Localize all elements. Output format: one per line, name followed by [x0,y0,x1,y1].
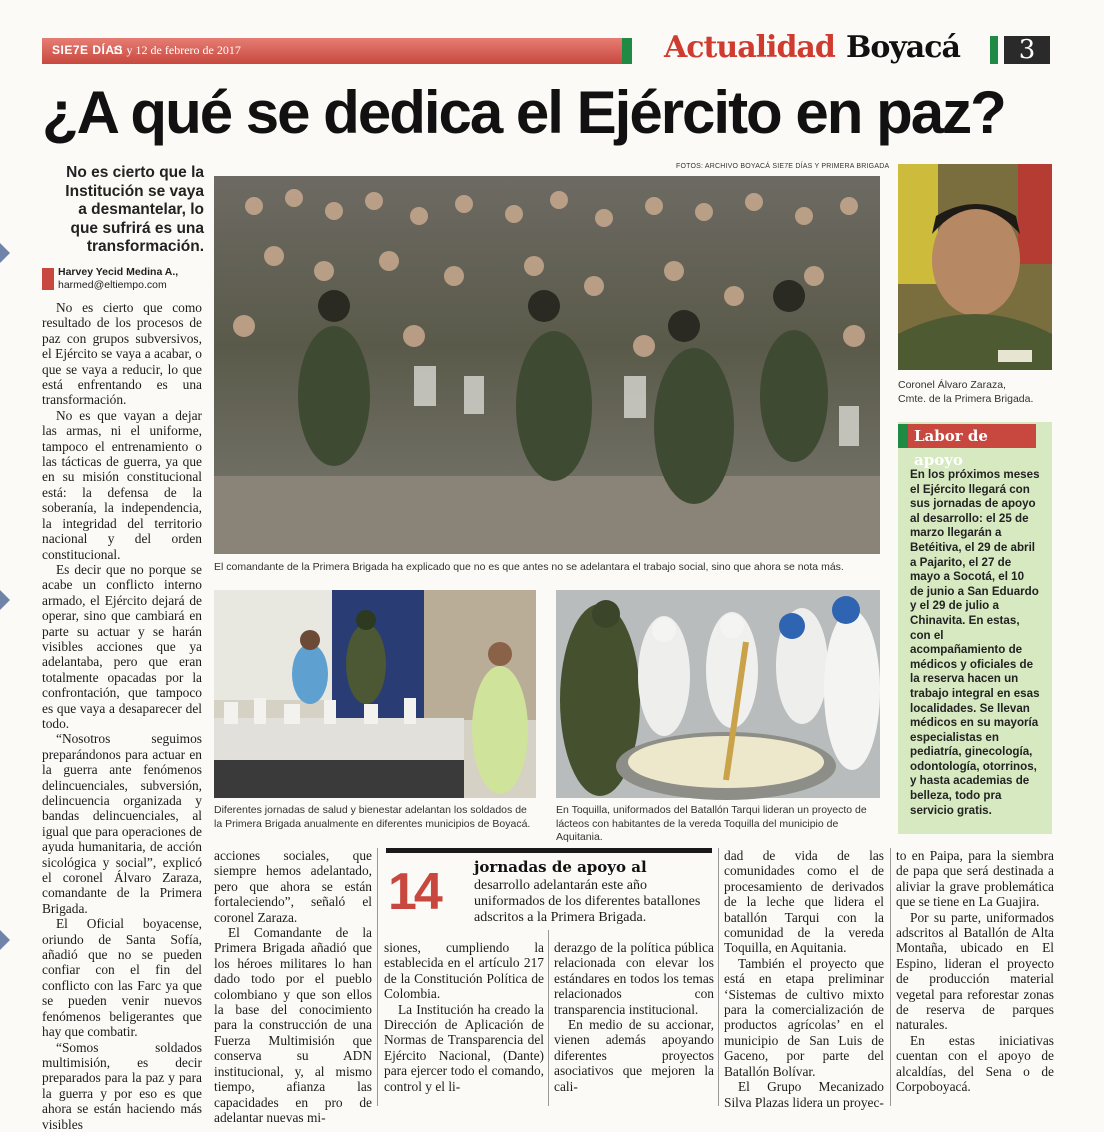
body-column-4 [554,940,714,1106]
paragraph: to en Paipa, para la siembra de papa que será destinada a aliviar la grave problemática que se tiene en La Guajira. [896,848,1054,910]
dairy-project-photo [556,590,880,798]
body-column-5 [724,848,884,1110]
margin-arrow-icon [0,590,10,610]
page-number: 3 [1004,36,1050,64]
main-photo-caption: El comandante de la Primera Brigada ha explicado que no es que antes no se adelantara el trabajo social, sino que ahora se nota más. [214,561,844,573]
health-photo-caption: Diferentes jornadas de salud y bienestar adelantan los soldados de la Primera Brigada anualmente en diferentes municipios de Boyacá. [214,804,531,830]
sidebar-green-tab [898,424,908,448]
paragraph: El Grupo Mecanizado Silva Plazas lidera un proyec- [724,1079,884,1110]
margin-arrow-icon [0,243,10,263]
main-photo-crowd-soldiers [214,176,880,554]
author-marker [42,268,54,290]
stat-text: desarrollo adelantarán este año uniformados de los diferentes batallones adscritos a la Primera Brigada. [474,878,701,925]
column-divider [548,930,549,1106]
page-number-green-tab [990,36,998,64]
paragraph: No es cierto que como resultado de los procesos de paz con grupos subversivos, el Ejército se vaya a acabar, o que se vaya a reducir, lo que está enfrentando es una transformación. [42,300,202,408]
health-photo [214,590,536,798]
body-column-1 [42,300,202,1132]
dairy-photo-caption: En Toquilla, uniformados del Batallón Tarqui lideran un proyecto de lácteos con habitantes de la vereda Toquilla del municipio de Aquitania. [556,804,867,843]
headline: ¿A qué se dedica el Ejército en paz? [42,79,1005,146]
body-column-6 [896,848,1054,1106]
paragraph: Por su parte, uniformados adscritos al Batallón de Alta Montaña, ubicado en El Espino, lideran el proyecto de producción material vegetal para reforestar zonas de reserva de parques naturales. [896,909,1054,1033]
paragraph: siones, cumpliendo la establecida en el artículo 217 de la Constitución Política de Colombia. [384,940,544,1002]
paragraph: En medio de su accionar, vienen además apoyando diferentes proyectos asociativos que mejoren la cali- [554,1017,714,1094]
brand-name: SIE7E DÍAS [52,43,124,57]
stat-number: 14 [388,863,440,921]
section-title-boyaca: Boyacá [846,30,960,65]
portrait-caption-role: Cmte. de la Primera Brigada. [898,393,1034,405]
portrait-caption-name: Coronel Álvaro Zaraza, [898,379,1006,391]
sidebar-body: En los próximos meses el Ejército llegará con sus jornadas de apoyo al desarrollo: el 25 de marzo llegarán a Betéitiva, el 29 de abril a Pajarito, el 27 de mayo a Socotá, el 10 de junio a San Eduardo y el 29 de julio a Chinavita. En estas, con el acompañamiento de médicos y oficiales de la reserva hacen un trabajo integral en esas localidades. Se llevan médicos en su mayoría especialistas en pediatría, ginecología, odontología, otorrinos, y hasta academias de belleza, todo pra servicio gratis. [910,468,1040,817]
paragraph: En estas iniciativas cuentan con el apoyo de alcaldías, del Sena o de Corpoboyacá. [896,1032,1054,1095]
paragraph: No es que vayan a dejar las armas, ni el uniforme, tampoco el entrenamiento o las tácticas de guerra, ya que en su misión constitucional está: la defensa de la soberanía, la independencia, la integridad del territorio nacional y del orden constitucional. [42,407,202,562]
stat-rule [386,848,712,853]
photo-credit: FOTOS: ARCHIVO BOYACÁ SIE7E DÍAS Y PRIMERA BRIGADA [676,163,890,170]
body-column-3 [384,940,544,1106]
column-divider [890,848,891,1106]
paragraph: acciones sociales, que siempre hemos adelantado, pero que ahora se están fortaleciendo”, señaló el coronel Zaraza. [214,848,372,925]
author-name: Harvey Yecid Medina A., [58,266,179,278]
stat-label: jornadas de apoyo al [474,858,647,876]
paragraph: La Institución ha creado la Dirección de Aplicación de Normas de Transparencia del Ejército Nacional, (Dante) para ejercer todo el comando, control y el li- [384,1001,544,1094]
body-column-2 [214,848,372,1125]
paragraph: “Nosotros seguimos preparándonos para actuar en la guerra ante fenómenos delincuenciales, subversión, delincuencia organizada y bandas delincuenciales, al igual que para operaciones de ayuda humanitaria, de acción sicológica y social”, explicó el coronel Álvaro Zaraza, comandante de la Primera Brigada. [42,731,202,916]
paragraph: También el proyecto que está en etapa preliminar ‘Sistemas de cultivo mixto para la comercialización de productos agrícolas’ en el municipio de San Luis de Gaceno, por parte del Batallón Bolívar. [724,955,884,1079]
column-divider [377,848,378,1106]
paragraph: Es decir que no porque se acabe un conflicto interno armado, el Ejército dejará de operar, sino que cambiará en parte su actuar y se harán visibles acciones que ya adelantaba, pero que eran totalmente opacadas por la confrontación, que tampoco es que vaya a desaparecer del todo. [42,561,202,731]
column-divider [718,848,719,1106]
paragraph: “Somos soldados multimisión, es decir preparados para la paz y para la guerra y por eso es que ahora se están haciendo más visibles [42,1039,202,1132]
edition-date: 11 y 12 de febrero de 2017 [112,43,241,57]
header-green-tab [622,38,632,64]
portrait-caption [898,378,1052,406]
paragraph: dad de vida de las comunidades como el de procesamiento de derivados de la leche que lidera el batallón Tarqui con la comunidad de la vereda Toquilla, en Aquitania. [724,848,884,956]
paragraph: El Comandante de la Primera Brigada añadió que los héroes militares lo han dado todo por el pueblo colombiano y que son ellos la base del conocimiento para la construcción de una Fuerza Multimisión que conserva su ADN institucional, y, al mismo tiempo, afianza las capacidades en pro de adelantar nuevas mi- [214,925,372,1125]
paragraph: El Oficial boyacense, oriundo de Santa Sofía, añadió que no se pueden confiar con el fin del conflicto con las Farc ya que se pueden venir nuevos fenómenos beligerantes que hay que combatir. [42,916,202,1040]
portrait-photo-colonel [898,164,1052,370]
sidebar-title: Labor de apoyo [908,424,1036,448]
author-email-link[interactable]: harmed@eltiempo.com [58,279,167,291]
paragraph: derazgo de la política pública relacionada con elevar los estándares en todos los temas relacionados con transparencia institucional. [554,940,714,1017]
margin-arrow-icon [0,930,10,950]
section-title-actualidad: Actualidad [664,30,835,65]
article-deck: No es cierto que la Institución se vaya a desmantelar, lo que sufrirá es una transformación. [65,164,204,255]
